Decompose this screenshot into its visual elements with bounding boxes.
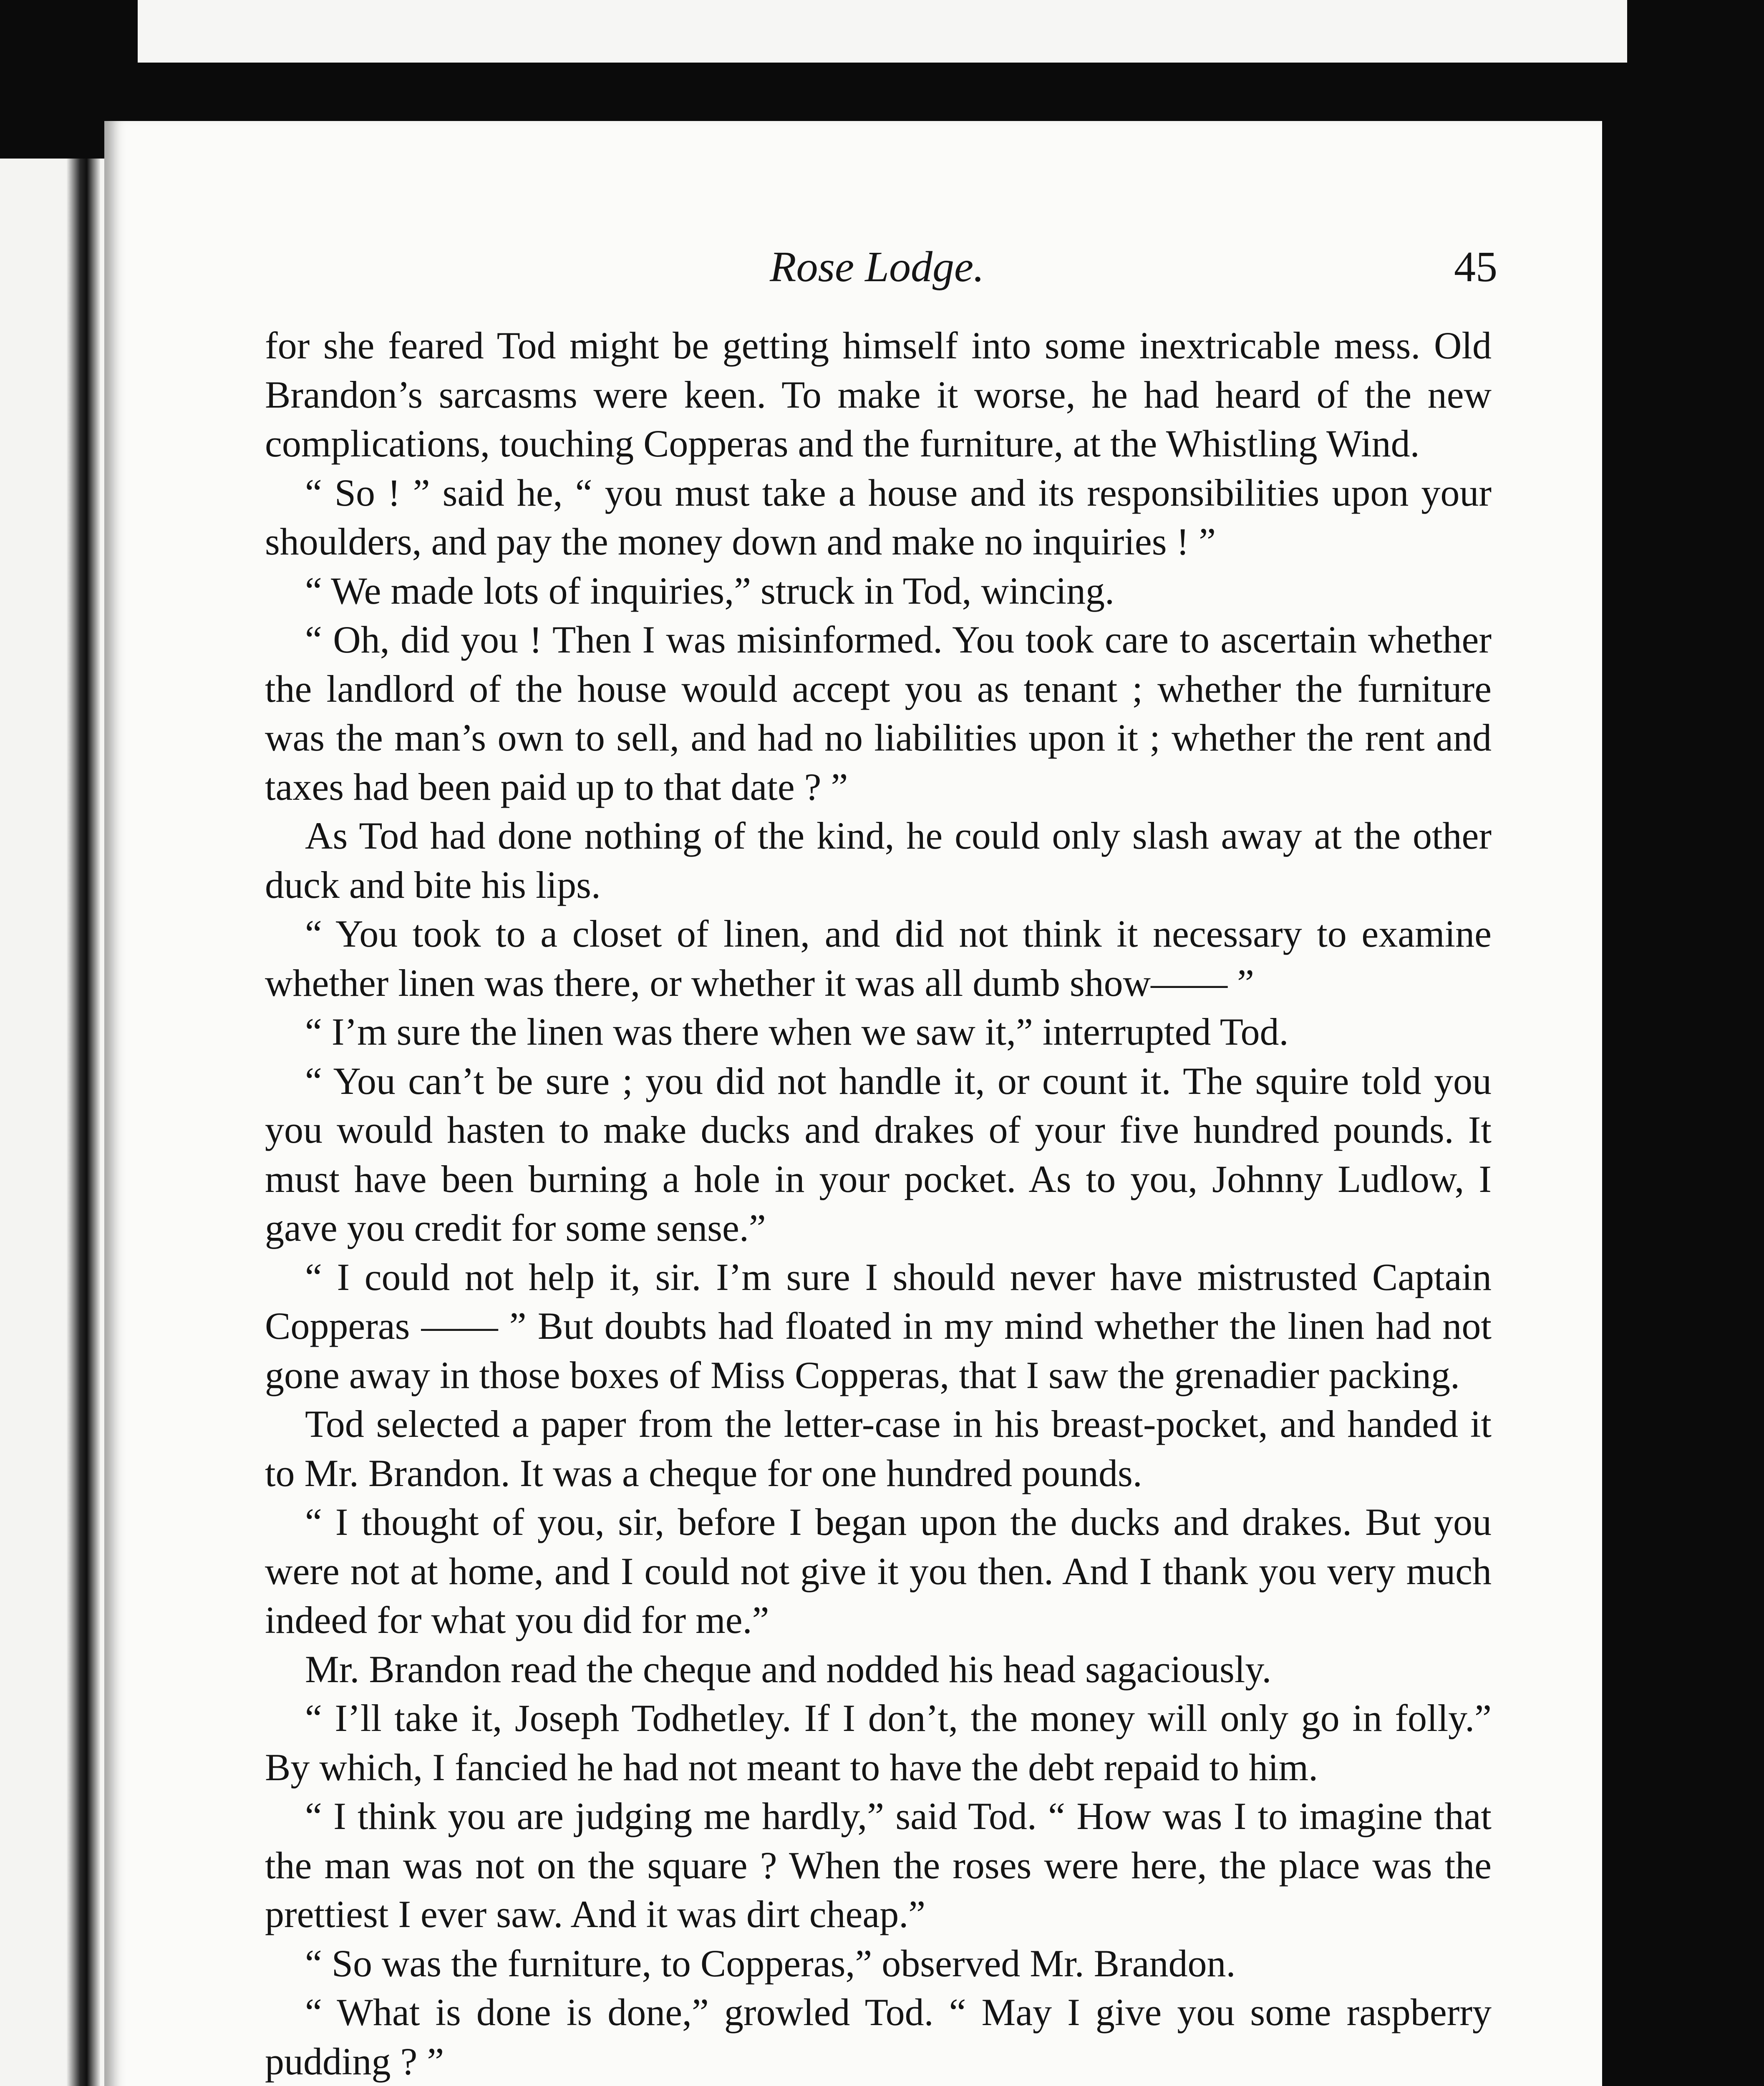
page-header (104, 242, 1602, 300)
paragraph: As Tod had done nothing of the kind, he could only slash away at the other duck and bite his lips. (265, 814, 1492, 906)
paragraph: “ You can’t be sure ; you did not handle it, or count it. The squire told you you would hasten to make ducks and drakes of your five hundred pounds. It must have been burning a hole in your pocket. As to you, Johnny Ludlow, I gave you credit for some sense.” (265, 1059, 1492, 1249)
page-number: 45 (1454, 243, 1497, 291)
book-page (104, 121, 1602, 2086)
paragraph: Mr. Brandon read the cheque and nodded his head sagaciously. (305, 1648, 1272, 1690)
paragraph: “ You took to a closet of linen, and did not think it necessary to examine whether linen was there, or whether it was all dumb show—— ” (265, 912, 1492, 1004)
paragraph: “ I’ll take it, Joseph Todhetley. If I don’t, the money will only go in folly.” By which, I fancied he had not meant to have the debt repaid to him. (265, 1697, 1492, 1789)
paragraph: “ What is done is done,” growled Tod. “ May I give you some raspberry pudding ? ” (265, 1991, 1492, 2083)
paragraph: “ I thought of you, sir, before I began upon the ducks and drakes. But you were not at home, and I could not give it you then. And I thank you very much indeed for what you did for me.” (265, 1501, 1492, 1641)
paragraph: “ So ! ” said he, “ you must take a house and its responsibilities upon your shoulders, and pay the money down and make no inquiries ! ” (265, 471, 1492, 563)
paragraph: “ So was the furniture, to Copperas,” observed Mr. Brandon. (305, 1942, 1236, 1985)
paragraph: “ I could not help it, sir. I’m sure I should never have mistrusted Captain Copperas —— ” But doubts had floated in my mind whether the linen had not gone away in those boxes of Miss Copperas, that I saw the grenadier packing. (265, 1255, 1492, 1396)
previous-page-edge (138, 0, 1627, 63)
paragraph: “ I think you are judging me hardly,” said Tod. “ How was I to imagine that the man was not on the square ? When the roses were here, the place was the prettiest I ever saw. And it was dirt cheap.” (265, 1795, 1492, 1935)
body-text (265, 321, 1492, 2086)
paragraph: “ I’m sure the linen was there when we saw it,” interrupted Tod. (305, 1010, 1289, 1053)
paragraph: for she feared Tod might be getting himself into some inextricable mess. Old Brandon’s sarcasms were keen. To make it worse, he had heard of the new complications, touching Copperas and the furniture, at the Whistling Wind. (265, 324, 1492, 465)
paragraph: Tod selected a paper from the letter-case in his breast-pocket, and handed it to Mr. Brandon. It was a cheque for one hundred pounds. (265, 1403, 1492, 1494)
book-gutter-shadow (67, 159, 100, 2086)
running-title: Rose Lodge. (770, 243, 985, 291)
paragraph: “ Oh, did you ! Then I was misinformed. You took care to ascertain whether the landlord of the house would accept you as tenant ; whether the furniture was the man’s own to sell, and had no liabilities upon it ; whether the rent and taxes had been paid up to that date ? ” (265, 618, 1492, 808)
paragraph: “ We made lots of inquiries,” struck in Tod, wincing. (305, 569, 1114, 612)
